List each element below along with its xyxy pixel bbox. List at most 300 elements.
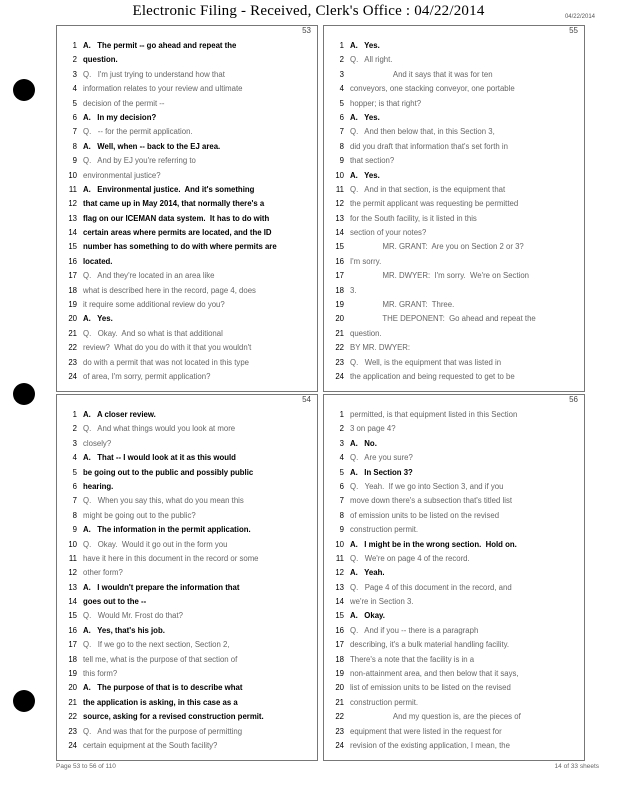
transcript-line	[57, 581, 317, 595]
line-text: list of emission units to be listed on the revised	[350, 683, 511, 693]
line-number: 18	[68, 285, 77, 295]
transcript-line	[57, 327, 317, 341]
transcript-line	[57, 312, 317, 326]
line-text: tell me, what is the purpose of that section of	[83, 654, 238, 664]
transcript-page-54	[56, 394, 318, 761]
line-text: Q. And in that section, is the equipment that	[350, 184, 506, 194]
transcript-line	[57, 212, 317, 226]
line-text: A. Yes.	[350, 170, 380, 180]
line-text: information relates to your review and ultimate	[83, 84, 243, 94]
transcript-line	[324, 197, 584, 211]
transcript-line	[57, 408, 317, 422]
transcript-line	[324, 140, 584, 154]
line-text: A. I wouldn't prepare the information that	[83, 582, 240, 592]
transcript-line	[57, 255, 317, 269]
transcript-line	[57, 509, 317, 523]
transcript-line	[324, 212, 584, 226]
line-number: 22	[68, 343, 77, 353]
line-number: 4	[72, 453, 77, 463]
transcript-lines	[324, 408, 584, 753]
line-text: review? What do you do with it that you wouldn't	[83, 343, 252, 353]
line-number: 20	[68, 683, 77, 693]
footer-page-range: Page 53 to 56 of 110	[56, 763, 116, 770]
line-text: Q. And what things would you look at more	[83, 424, 236, 434]
line-number: 15	[335, 611, 344, 621]
transcript-line	[324, 226, 584, 240]
line-number: 15	[68, 611, 77, 621]
page-number: 53	[302, 26, 311, 35]
line-number: 13	[68, 582, 77, 592]
line-text: the permit applicant was requesting be permitted	[350, 199, 519, 209]
line-number: 23	[68, 726, 77, 736]
binder-hole-middle	[13, 383, 35, 405]
line-text: Q. And if you -- there is a paragraph	[350, 625, 479, 635]
line-text: A. The purpose of that is to describe what	[83, 683, 243, 693]
transcript-line	[324, 609, 584, 623]
line-text: equipment that were listed in the request for	[350, 726, 502, 736]
transcript-line	[324, 638, 584, 652]
line-number: 1	[72, 41, 77, 50]
line-text: move down there's a subsection that's titled list	[350, 496, 513, 506]
line-number: 7	[72, 496, 77, 506]
line-number: 4	[339, 84, 344, 94]
transcript-line	[324, 523, 584, 537]
line-text: for the South facility, is it listed in this	[350, 213, 477, 223]
line-number: 9	[339, 156, 344, 166]
line-number: 8	[72, 510, 77, 520]
transcript-line	[57, 356, 317, 370]
transcript-line	[57, 480, 317, 494]
line-number: 21	[68, 328, 77, 338]
line-text: Q. We're on page 4 of the record.	[350, 553, 470, 563]
line-number: 22	[335, 343, 344, 353]
line-number: 12	[68, 568, 77, 578]
line-text: question.	[350, 328, 382, 338]
line-text: Q. Okay. Would it go out in the form you	[83, 539, 228, 549]
line-number: 10	[335, 170, 344, 180]
transcript-line	[57, 226, 317, 240]
line-number: 15	[335, 242, 344, 252]
line-text: Q. Are you sure?	[350, 453, 413, 463]
line-text: construction permit.	[350, 525, 419, 535]
line-number: 24	[335, 371, 344, 381]
line-text: A. Okay.	[350, 611, 385, 621]
line-number: 12	[335, 568, 344, 578]
line-number: 21	[335, 697, 344, 707]
transcript-line	[324, 624, 584, 638]
line-text: hearing.	[83, 481, 114, 491]
transcript-line	[57, 725, 317, 739]
line-number: 23	[335, 726, 344, 736]
line-text: 3.	[350, 285, 357, 295]
transcript-line	[324, 53, 584, 67]
line-text: Q. -- for the permit application.	[83, 127, 193, 137]
line-text: the application is asking, in this case as a	[83, 697, 238, 707]
transcript-line	[57, 638, 317, 652]
line-text: describing, it's a bulk material handling facility.	[350, 640, 510, 650]
line-text: Q. Well, is the equipment that was listed in	[350, 357, 502, 367]
transcript-line	[324, 82, 584, 96]
line-number: 16	[335, 625, 344, 635]
transcript-line	[324, 494, 584, 508]
transcript-line	[324, 696, 584, 710]
line-text: And my question is, are the pieces of	[350, 712, 521, 722]
line-number: 3	[72, 438, 77, 448]
line-text: of area, I'm sorry, permit application?	[83, 371, 211, 381]
line-text: Q. And then below that, in this Section 3,	[350, 127, 495, 137]
transcript-line	[57, 451, 317, 465]
page-number: 56	[569, 395, 578, 404]
transcript-line	[324, 422, 584, 436]
line-number: 6	[72, 481, 77, 491]
transcript-line	[57, 140, 317, 154]
footer-sheet-count: 14 of 33 sheets	[554, 763, 599, 770]
line-number: 21	[68, 697, 77, 707]
line-text: revision of the existing application, I mean, the	[350, 740, 510, 750]
transcript-line	[57, 552, 317, 566]
line-text: section of your notes?	[350, 228, 427, 238]
filing-stamp: 04/22/2014	[564, 14, 595, 20]
line-text: decision of the permit --	[83, 98, 165, 108]
line-number: 5	[339, 467, 344, 477]
transcript-line	[57, 68, 317, 82]
transcript-line	[324, 125, 584, 139]
line-number: 18	[335, 654, 344, 664]
transcript-line	[324, 169, 584, 183]
line-number: 12	[68, 199, 77, 209]
line-number: 24	[68, 740, 77, 750]
line-number: 19	[335, 669, 344, 679]
transcript-line	[324, 509, 584, 523]
line-text: A. I might be in the wrong section. Hold on.	[350, 539, 517, 549]
line-number: 11	[335, 553, 344, 563]
transcript-line	[57, 82, 317, 96]
line-text: A. The information in the permit application.	[83, 525, 251, 535]
line-number: 13	[335, 213, 344, 223]
line-number: 2	[72, 55, 77, 65]
line-text: environmental justice?	[83, 170, 161, 180]
line-number: 3	[72, 69, 77, 79]
transcript-line	[57, 437, 317, 451]
line-number: 13	[68, 213, 77, 223]
transcript-page-56	[323, 394, 585, 761]
line-number: 22	[335, 712, 344, 722]
line-number: 16	[68, 256, 77, 266]
line-number: 2	[339, 424, 344, 434]
transcript-line	[324, 595, 584, 609]
transcript-line	[324, 240, 584, 254]
transcript-line	[324, 154, 584, 168]
transcript-line	[57, 53, 317, 67]
line-text: located.	[83, 256, 113, 266]
line-text: MR. DWYER: I'm sorry. We're on Section	[350, 271, 530, 281]
line-text: A. No.	[350, 438, 377, 448]
line-number: 17	[68, 271, 77, 281]
line-number: 14	[68, 597, 77, 607]
transcript-lines	[324, 39, 584, 384]
line-number: 15	[68, 242, 77, 252]
line-text: construction permit.	[350, 697, 419, 707]
line-number: 8	[72, 141, 77, 151]
line-number: 7	[339, 496, 344, 506]
line-number: 9	[72, 525, 77, 535]
transcript-line	[57, 154, 317, 168]
line-text: A. Yes.	[350, 112, 380, 122]
line-text: A. Yes, that's his job.	[83, 625, 165, 635]
line-number: 18	[68, 654, 77, 664]
page-number: 55	[569, 26, 578, 35]
line-number: 19	[335, 300, 344, 310]
line-number: 17	[68, 640, 77, 650]
transcript-line	[324, 725, 584, 739]
binder-hole-bottom	[13, 690, 35, 712]
line-text: what is described here in the record, page 4, does	[83, 285, 256, 295]
line-text: MR. GRANT: Are you on Section 2 or 3?	[350, 242, 524, 252]
transcript-line	[57, 39, 317, 53]
line-text: hopper; is that right?	[350, 98, 422, 108]
line-text: closely?	[83, 438, 112, 448]
line-number: 4	[339, 453, 344, 463]
line-number: 19	[68, 300, 77, 310]
transcript-line	[324, 466, 584, 480]
line-text: There's a note that the facility is in a	[350, 654, 475, 664]
line-text: be going out to the public and possibly public	[83, 467, 254, 477]
transcript-line	[324, 97, 584, 111]
transcript-line	[57, 169, 317, 183]
line-number: 17	[335, 640, 344, 650]
line-text: I'm sorry.	[350, 256, 382, 266]
filing-header: Electronic Filing - Received, Clerk's Office : 04/22/2014	[132, 3, 485, 19]
transcript-line	[324, 581, 584, 595]
line-number: 16	[335, 256, 344, 266]
transcript-line	[324, 356, 584, 370]
line-text: Q. And by EJ you're referring to	[83, 156, 196, 166]
transcript-line	[57, 566, 317, 580]
line-number: 22	[68, 712, 77, 722]
transcript-line	[57, 609, 317, 623]
line-text: Q. Page 4 of this document in the record, and	[350, 582, 512, 592]
line-text: permitted, is that equipment listed in this Section	[350, 410, 518, 419]
line-number: 8	[339, 510, 344, 520]
transcript-line	[57, 370, 317, 384]
transcript-line	[324, 39, 584, 53]
line-text: other form?	[83, 568, 123, 578]
line-text: do with a permit that was not located in this type	[83, 357, 249, 367]
line-text: might be going out to the public?	[83, 510, 196, 520]
line-text: Q. Yeah. If we go into Section 3, and if you	[350, 481, 504, 491]
line-text: certain areas where permits are located, and the ID	[83, 228, 272, 238]
transcript-line	[57, 111, 317, 125]
transcript-line	[57, 696, 317, 710]
line-number: 9	[339, 525, 344, 535]
transcript-line	[324, 269, 584, 283]
line-text: number has something to do with where permits are	[83, 242, 277, 252]
transcript-line	[324, 284, 584, 298]
transcript-line	[57, 624, 317, 638]
line-text: A. In my decision?	[83, 112, 157, 122]
line-text: THE DEPONENT: Go ahead and repeat the	[350, 314, 536, 324]
transcript-line	[57, 284, 317, 298]
page-number: 54	[302, 395, 311, 404]
line-text: Q. I'm just trying to understand how that	[83, 69, 225, 79]
line-number: 11	[68, 553, 77, 563]
transcript-line	[57, 422, 317, 436]
line-text: And it says that it was for ten	[350, 69, 493, 79]
line-number: 16	[68, 625, 77, 635]
transcript-line	[57, 341, 317, 355]
binder-hole-top	[13, 79, 35, 101]
transcript-line	[324, 538, 584, 552]
line-text: Q. And they're located in an area like	[83, 271, 215, 281]
line-number: 11	[335, 184, 344, 194]
transcript-line	[57, 97, 317, 111]
line-number: 23	[68, 357, 77, 367]
transcript-line	[324, 552, 584, 566]
transcript-page-55	[323, 25, 585, 392]
line-text: that section?	[350, 156, 395, 166]
line-number: 2	[72, 424, 77, 434]
line-number: 10	[335, 539, 344, 549]
transcript-line	[324, 653, 584, 667]
line-text: we're in Section 3.	[350, 597, 414, 607]
line-text: Q. And was that for the purpose of permitting	[83, 726, 243, 736]
line-text: A. Environmental justice. And it's something	[83, 184, 255, 194]
line-number: 3	[339, 438, 344, 448]
transcript-line	[57, 240, 317, 254]
line-text: Q. If we go to the next section, Section 2,	[83, 640, 230, 650]
transcript-line	[324, 437, 584, 451]
line-number: 8	[339, 141, 344, 151]
transcript-line	[57, 653, 317, 667]
line-number: 10	[68, 539, 77, 549]
line-number: 24	[335, 740, 344, 750]
transcript-line	[324, 312, 584, 326]
transcript-line	[324, 739, 584, 753]
line-text: BY MR. DWYER:	[350, 343, 411, 353]
line-text: A. In Section 3?	[350, 467, 413, 477]
line-text: source, asking for a revised construction permit.	[83, 712, 264, 722]
line-number: 2	[339, 55, 344, 65]
transcript-line	[57, 739, 317, 753]
transcript-line	[324, 710, 584, 724]
line-text: 3 on page 4?	[350, 424, 396, 434]
line-number: 14	[68, 228, 77, 238]
transcript-line	[57, 466, 317, 480]
line-number: 21	[335, 328, 344, 338]
line-number: 23	[335, 357, 344, 367]
line-text: did you draft that information that's set forth in	[350, 141, 508, 151]
line-text: non-attainment area, and then below that it says,	[350, 669, 519, 679]
transcript-line	[324, 566, 584, 580]
line-number: 18	[335, 285, 344, 295]
transcript-line	[57, 523, 317, 537]
transcript-line	[57, 269, 317, 283]
line-number: 9	[72, 156, 77, 166]
transcript-line	[324, 408, 584, 422]
line-number: 3	[339, 69, 344, 79]
transcript-line	[57, 595, 317, 609]
line-text: flag on our ICEMAN data system. It has to do with	[83, 213, 270, 223]
transcript-line	[57, 667, 317, 681]
line-text: Q. Would Mr. Frost do that?	[83, 611, 183, 621]
transcript-line	[57, 681, 317, 695]
line-number: 1	[339, 41, 344, 50]
line-number: 17	[335, 271, 344, 281]
transcript-line	[324, 451, 584, 465]
line-number: 6	[72, 112, 77, 122]
line-text: conveyors, one stacking conveyor, one portable	[350, 84, 515, 94]
line-number: 14	[335, 228, 344, 238]
line-text: Q. All right.	[350, 55, 393, 65]
line-number: 6	[339, 112, 344, 122]
line-number: 7	[339, 127, 344, 137]
line-text: have it here in this document in the record or some	[83, 553, 259, 563]
line-number: 14	[335, 597, 344, 607]
line-text: A. Yeah.	[350, 568, 385, 578]
line-number: 5	[339, 98, 344, 108]
transcript-line	[324, 68, 584, 82]
transcript-line	[324, 370, 584, 384]
line-text: Q. Okay. And so what is that additional	[83, 328, 223, 338]
transcript-line	[57, 298, 317, 312]
line-text: Q. When you say this, what do you mean this	[83, 496, 244, 506]
line-text: A. The permit -- go ahead and repeat the	[83, 41, 237, 50]
line-text: A. Yes.	[350, 41, 380, 50]
line-number: 5	[72, 467, 77, 477]
line-text: A. Well, when -- back to the EJ area.	[83, 141, 221, 151]
line-text: question.	[83, 55, 118, 65]
line-number: 24	[68, 371, 77, 381]
line-text: A. That -- I would look at it as this would	[83, 453, 236, 463]
line-number: 6	[339, 481, 344, 491]
transcript-line	[324, 327, 584, 341]
line-number: 10	[68, 170, 77, 180]
line-number: 19	[68, 669, 77, 679]
line-text: A. A closer review.	[83, 410, 156, 419]
transcript-line	[324, 298, 584, 312]
transcript-lines	[57, 39, 317, 384]
line-number: 20	[335, 683, 344, 693]
transcript-line	[57, 538, 317, 552]
transcript-line	[57, 197, 317, 211]
transcript-line	[324, 255, 584, 269]
transcript-line	[57, 710, 317, 724]
transcript-line	[324, 480, 584, 494]
line-text: that came up in May 2014, that normally there's a	[83, 199, 265, 209]
transcript-line	[57, 125, 317, 139]
line-number: 12	[335, 199, 344, 209]
line-text: it require some additional review do you?	[83, 300, 225, 310]
line-number: 13	[335, 582, 344, 592]
line-text: certain equipment at the South facility?	[83, 740, 218, 750]
transcript-lines	[57, 408, 317, 753]
line-text: the application and being requested to get to be	[350, 371, 515, 381]
transcript-line	[324, 183, 584, 197]
line-number: 1	[72, 410, 77, 419]
line-number: 7	[72, 127, 77, 137]
line-number: 20	[68, 314, 77, 324]
line-text: this form?	[83, 669, 118, 679]
line-number: 5	[72, 98, 77, 108]
line-text: A. Yes.	[83, 314, 113, 324]
transcript-line	[57, 494, 317, 508]
line-text: goes out to the --	[83, 597, 147, 607]
transcript-line	[324, 667, 584, 681]
line-number: 4	[72, 84, 77, 94]
line-text: MR. GRANT: Three.	[350, 300, 455, 310]
line-number: 20	[335, 314, 344, 324]
transcript-page-53	[56, 25, 318, 392]
